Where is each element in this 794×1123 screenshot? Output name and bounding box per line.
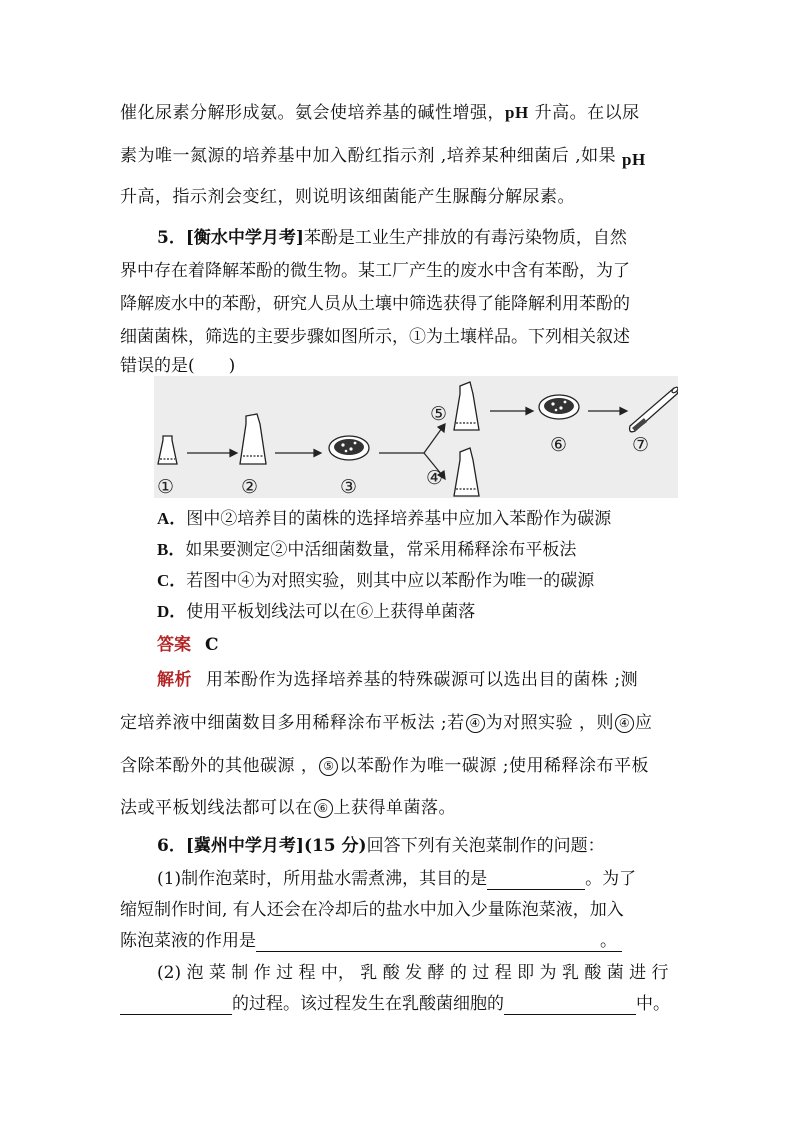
q6-part1-line-3: 陈泡菜液的作用是 。 bbox=[120, 930, 617, 952]
q6-part2-line-1: (2) 泡 菜 制 作 过 程 中， 乳 酸 发 酵 的 过 程 即 为 乳 酸 菌 进 行 bbox=[157, 963, 669, 983]
option-c: C．若图中④为对照实验，则其中应以苯酚作为唯一的碳源 bbox=[157, 571, 595, 591]
intro-line-3: 升高，指示剂会变红，则说明该细菌能产生脲酶分解尿素。 bbox=[120, 187, 575, 207]
q5-stem-line-1: 5．[衡水中学月考]苯酚是工业生产排放的有毒污染物质，自然 bbox=[157, 228, 627, 248]
answer-blank-3[interactable] bbox=[120, 996, 232, 1015]
answer-blank-2[interactable] bbox=[256, 933, 622, 952]
q6-part1-line-2: 缩短制作时间, 有人还会在冷却后的盐水中加入少量陈泡菜液，加入 bbox=[120, 900, 624, 920]
question-number: 5． bbox=[157, 228, 186, 248]
question-source: [冀州中学月考] bbox=[185, 836, 304, 856]
q6-part1-line-1: (1)制作泡菜时，所用盐水需煮沸，其目的是 。为了 bbox=[157, 869, 637, 889]
question-source: [衡水中学月考] bbox=[185, 228, 304, 248]
analysis-line-1: 解析 用苯酚作为选择培养基的特殊碳源可以选出目的菌株 ;测 bbox=[157, 670, 639, 690]
figure-label-4: ④ bbox=[426, 468, 444, 489]
petri-dish-3-icon bbox=[329, 436, 369, 460]
analysis-line-3: 含除苯酚外的其他碳源 ， ⑤ 以苯酚作为唯一碳源 ;使用稀释涂布平板 bbox=[120, 756, 650, 776]
question-number: 6． bbox=[157, 836, 186, 856]
screening-steps-figure bbox=[154, 376, 678, 498]
q5-stem-line-2: 界中存在着降解苯酚的微生物。某工厂产生的废水中含有苯酚，为了 bbox=[120, 261, 630, 281]
q5-stem-line-3: 降解废水中的苯酚，研究人员从土壤中筛选获得了能降解利用苯酚的 bbox=[120, 294, 630, 314]
figure-background bbox=[154, 376, 678, 498]
figure-label-1: ① bbox=[157, 477, 175, 498]
option-b: B．如果要测定②中活细菌数量，常采用稀释涂布平板法 bbox=[157, 540, 577, 560]
petri-dish-6-icon bbox=[539, 395, 579, 419]
analysis-line-2: 定培养液中细菌数目多用稀释涂布平板法 ;若 ④ 为对照实验 ，则 ④ 应 bbox=[120, 713, 653, 733]
answer-value: C bbox=[205, 635, 219, 655]
intro-line-1: 催化尿素分解形成氨。氨会使培养基的碱性增强，pH 升高。在以尿 bbox=[120, 103, 640, 123]
circled-4: ④ bbox=[615, 714, 634, 733]
figure-label-5: ⑤ bbox=[430, 404, 448, 425]
figure-label-6: ⑥ bbox=[550, 435, 568, 456]
figure-label-2: ② bbox=[241, 477, 259, 498]
answer-blank-4[interactable] bbox=[504, 996, 636, 1015]
intro-line-2: 素为唯一氮源的培养基中加入酚红指示剂 ,培养某种细菌后 ,如果 pH bbox=[120, 146, 646, 169]
q6-stem: 6．[冀州中学月考](15 分)回答下列有关泡菜制作的问题： bbox=[157, 836, 605, 856]
answer-line bbox=[157, 634, 219, 656]
answer-label: 答案 bbox=[157, 635, 191, 655]
option-a: A．图中②培养目的菌株的选择培养基中应加入苯酚作为碳源 bbox=[157, 509, 612, 529]
circled-6: ⑥ bbox=[314, 799, 333, 818]
analysis-label: 解析 bbox=[157, 670, 192, 690]
q5-stem-line-5: 错误的是( ) bbox=[120, 356, 236, 376]
figure-label-3: ③ bbox=[340, 477, 358, 498]
question-points: (15 分) bbox=[303, 836, 367, 856]
figure-label-7: ⑦ bbox=[632, 435, 650, 456]
circled-5: ⑤ bbox=[319, 757, 338, 776]
circled-4: ④ bbox=[466, 714, 485, 733]
answer-blank-1[interactable] bbox=[487, 871, 585, 890]
q6-part2-line-2: 的过程。该过程发生在乳酸菌细胞的 中。 bbox=[120, 993, 670, 1015]
analysis-line-4: 法或平板划线法都可以在 ⑥ 上获得单菌落。 bbox=[120, 798, 456, 818]
option-d: D．使用平板划线法可以在⑥上获得单菌落 bbox=[157, 602, 476, 622]
q5-stem-line-4: 细菌菌株，筛选的主要步骤如图所示，①为土壤样品。下列相关叙述 bbox=[120, 327, 630, 347]
